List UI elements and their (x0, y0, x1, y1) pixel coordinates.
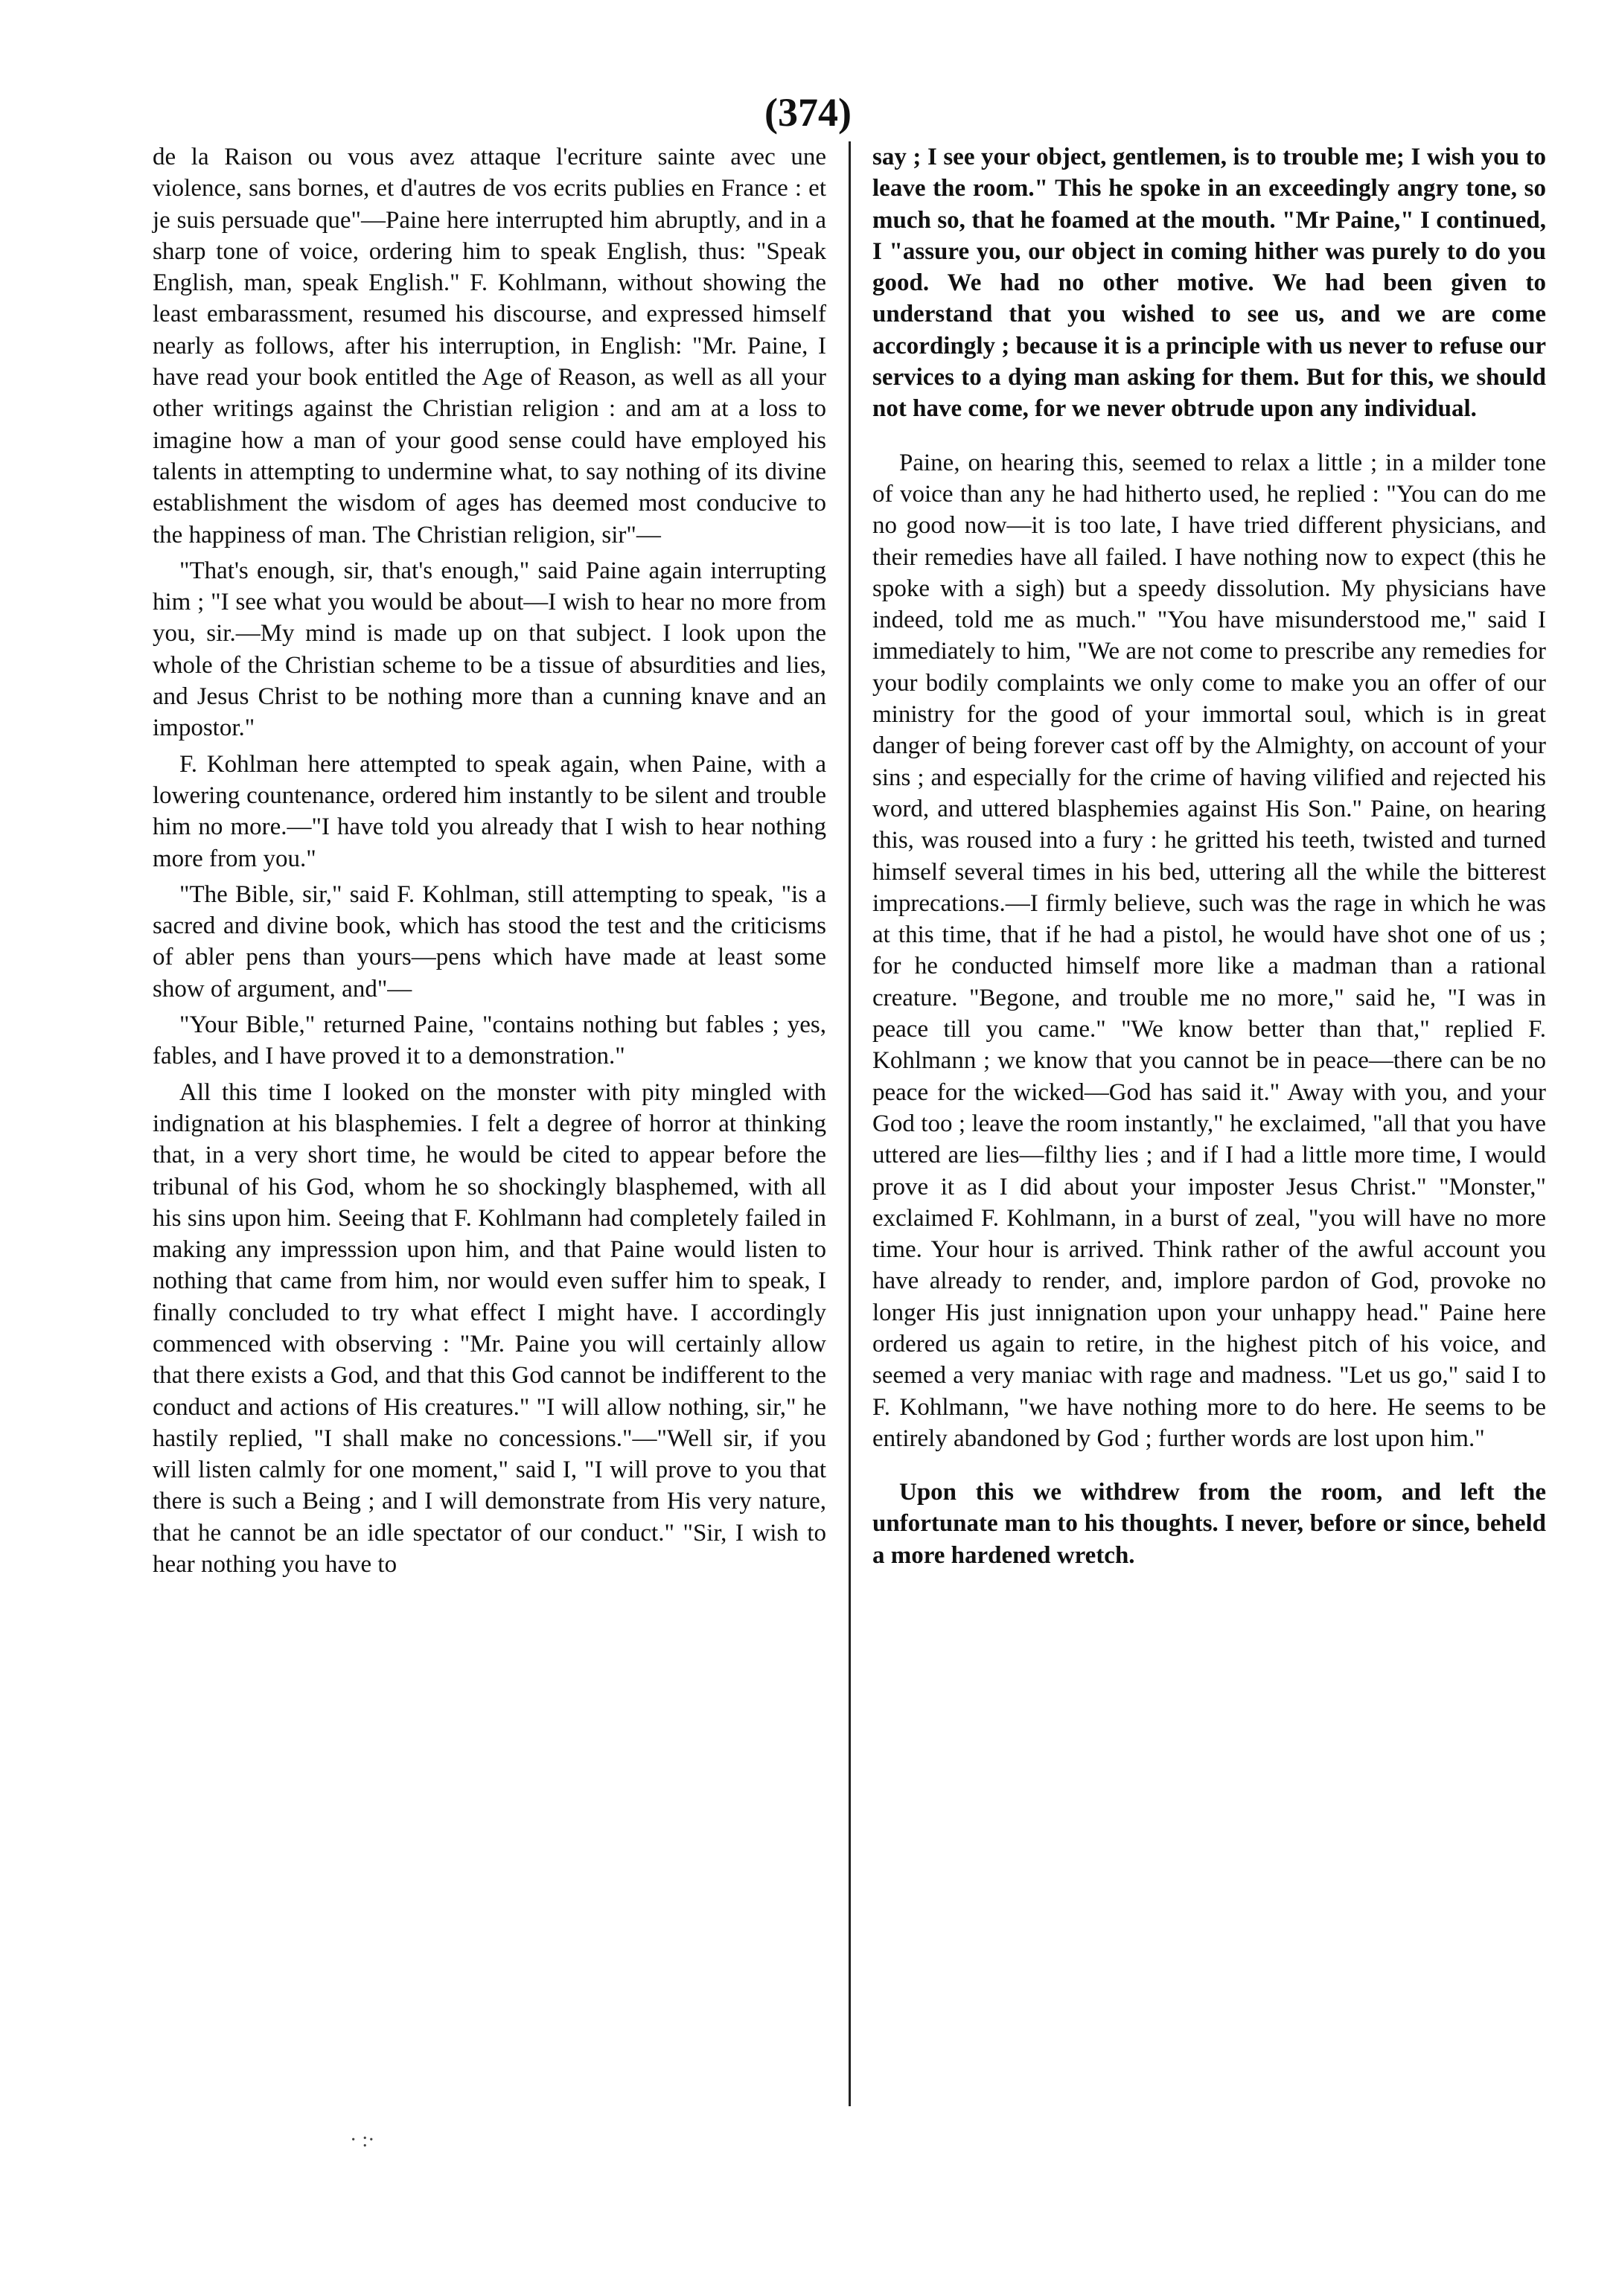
paragraph: de la Raison ou vous avez attaque l'ecriture sainte avec une violence, sans bornes, et d'autres de vos ecrits publies en France : et je suis persuade que"—Paine here interrupted him abruptly, and in a sharp tone of voice, ordering him to speak English, thus: "Speak English, man, speak English." F. Kohlmann, without showing the least embarassment, resumed his discourse, and expressed himself nearly as follows, after his interruption, in English: "Mr. Paine, I have read your book entitled the Age of Reason, as well as all your other writings against the Christian religion : and am at a loss to imagine how a man of your good sense could have employed his talents in attempting to undermine what, to say nothing of its divine establishment the wisdom of ages has deemed most conducive to the happiness of man. The Christian religion, sir"— (153, 144, 826, 549)
paragraph: Paine, on hearing this, seemed to relax a little ; in a milder tone of voice than any he had hitherto used, he replied : "You can do me no good now—it is too late, I have tried different physicians, and their remedies have all failed. I have nothing now to expect (this he spoke with a sigh) but a speedy dissolution. My physicians have indeed, told me as much." "You have misunderstood me," said I immediately to him, "We are not come to prescribe any remedies for your bodily complaints we only come to make you an offer of our ministry for the good of your immortal soul, which is in great danger of being forever cast off by the Almighty, on account of your sins ; and especially for the crime of having vilified and rejected his word, and uttered blasphemies against His Son." Paine, on hearing this, was roused into a fury : he gritted his teeth, twisted and turned himself several times in his bed, uttering all the while the bitterest imprecations.—I firmly believe, such was the rage in which he was at this time, that if he had a pistol, he would have shot one of us ; for he conducted himself more like a madman than a rational creature. "Begone, and trouble me no more," said he, "I was in peace till you came." "We know better than that," replied F. Kohlmann ; we know that you cannot be in peace—there can be no peace for the wicked—God has said it." Away with you, and your God too ; leave the room instantly," he exclaimed, "all that you have uttered are lies—filthy lies ; and if I had a little more time, I would prove it as I did about your imposter Jesus Christ." "Monster," exclaimed F. Kohlmann, in a burst of zeal, "you will have no more time. Your hour is arrived. Think rather of the awful account you have already to render, and, implore pardon of God, provoke no longer His just innignation upon your unhappy head." Paine here ordered us again to retire, in the highest pitch of his voice, and seemed a very maniac with rage and madness. "Let us go," said I to F. Kohlmann, "we have nothing more to do here. He seems to be entirely abandoned by God ; further words are lost upon him." (872, 449, 1546, 1452)
paragraph: Upon this we withdrew from the room, and left the unfortunate man to his thoughts. I never, before or since, beheld a more hardened wretch. (872, 1479, 1546, 1569)
paragraph: All this time I looked on the monster with pity mingled with indignation at his blasphemies. I felt a degree of horror at thinking that, in a very short time, he would be cited to appear before the tribunal of his God, whom he so shockingly blasphemed, with all his sins upon him. Seeing that F. Kohlmann had completely failed in making any impresssion upon him, and that Paine would listen to nothing that came from him, nor would even suffer him to speak, I finally concluded to try what effect I might have. I accordingly commenced with observing : "Mr. Paine you will certainly allow that there exists a God, and that this God cannot be indifferent to the conduct and actions of His creatures." "I will allow nothing, sir," he hastily replied, "I shall make no concessions."—"Well sir, if you will listen calmly for one moment," said I, "I will prove to you that there is such a Being ; and I will demonstrate from His very nature, that he cannot be an idle spectator of our conduct." "Sir, I wish to hear nothing you have to (153, 1078, 826, 1579)
paragraph: "That's enough, sir, that's enough," said Paine again interrupting him ; "I see what you would be about—I wish to hear no more from you, sir.—My mind is made up on that subject. I look upon the whole of the Christian scheme to be a tissue of absurdities and lies, and Jesus Christ to be nothing more than a cunning knave and an impostor." (153, 557, 826, 742)
paragraph: "Your Bible," returned Paine, "contains nothing but fables ; yes, fables, and I have proved it to a demonstration." (153, 1011, 826, 1070)
right-column (872, 141, 1546, 1571)
paragraph: "The Bible, sir," said F. Kohlman, still attempting to speak, "is a sacred and divine book, which has stood the test and the criticisms of abler pens than yours—pens which have made at least some show of argument, and"— (153, 880, 826, 1002)
stray-mark: · :· (350, 2129, 375, 2152)
paragraph: say ; I see your object, gentlemen, is to trouble me; I wish you to leave the room." This he spoke in an exceedingly angry tone, so much so, that he foamed at the mouth. "Mr Paine," I continued, I "assure you, our object in coming hither was purely to do you good. We had no other motive. We had been given to understand that you wished to see us, and we are come accordingly ; because it is a principle with us never to refuse our services to a dying man asking for them. But for this, we should not have come, for we never obtrude upon any individual. (872, 144, 1546, 423)
page-number: (374) (764, 90, 852, 135)
left-column (153, 141, 826, 1580)
column-divider (849, 141, 851, 2106)
paragraph: F. Kohlman here attempted to speak again, when Paine, with a lowering countenance, ordered him instantly to be silent and trouble him no more.—"I have told you already that I wish to hear nothing more from you." (153, 750, 826, 872)
